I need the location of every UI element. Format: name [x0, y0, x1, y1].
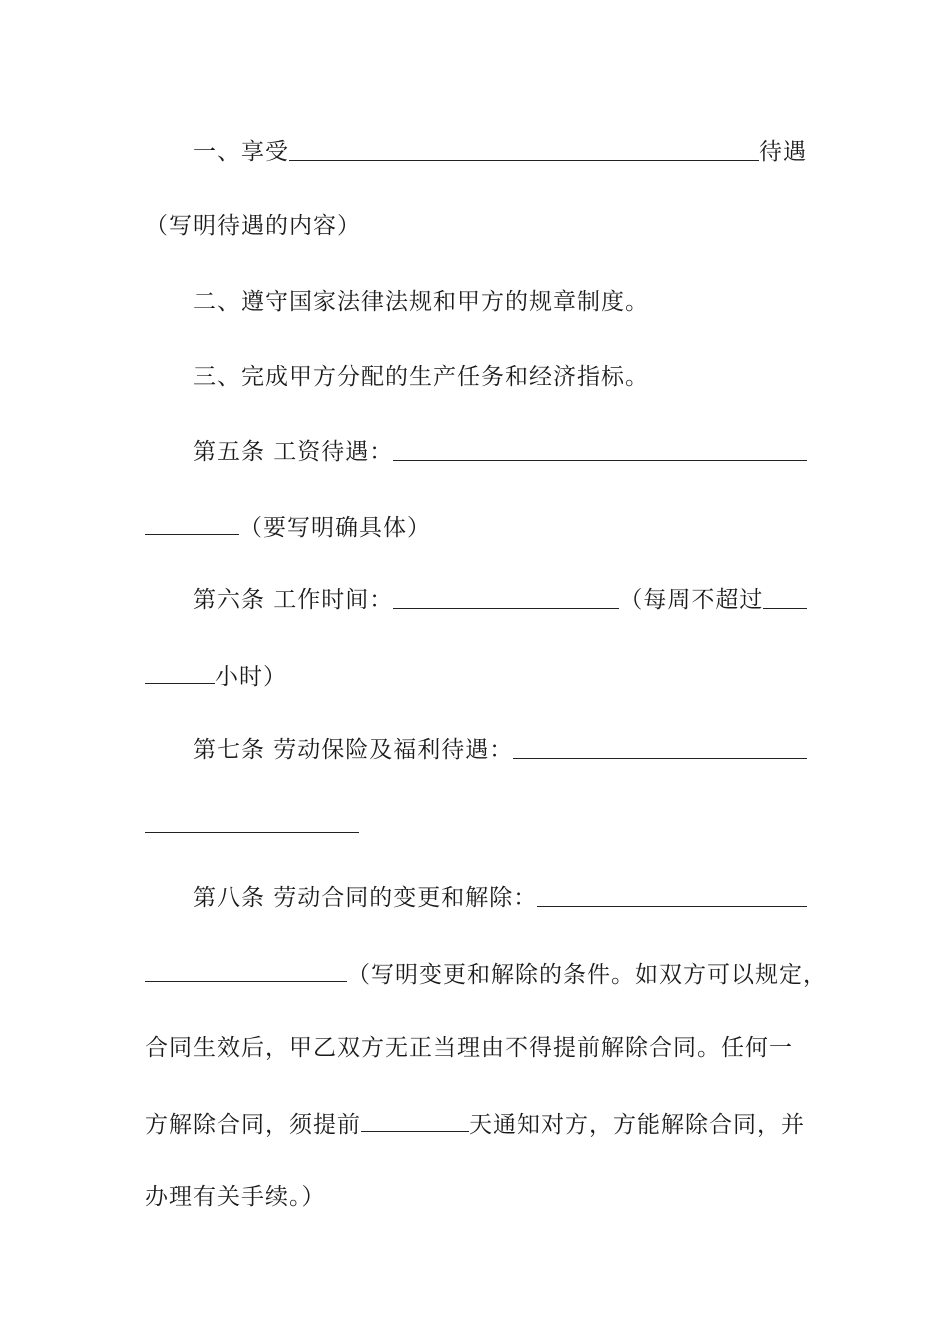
article5-blank[interactable]: [393, 432, 807, 461]
article6-note-line: [145, 655, 807, 695]
item3-text: 三、完成甲方分配的生产任务和经济指标。: [193, 364, 649, 390]
article6-label: 第六条 工作时间：: [193, 587, 394, 613]
article6-hours-blank[interactable]: [393, 580, 619, 609]
item1-note: （写明待遇的内容）: [145, 213, 361, 239]
article8-note-1: （写明变更和解除的条件。如双方可以规定，: [347, 962, 827, 988]
item1-prefix: 一、享受: [193, 139, 289, 165]
article7-blank[interactable]: [513, 730, 807, 759]
item2-line: [145, 282, 807, 322]
article7-blank-line: [145, 804, 807, 844]
article8-blank[interactable]: [537, 878, 807, 907]
article7-blank-2[interactable]: [145, 804, 359, 833]
article8-note-line1: [145, 953, 827, 993]
article6-note-prefix: （每周不超过: [619, 587, 764, 613]
article5-label: 第五条 工资待遇：: [193, 439, 394, 465]
article7-label: 第七条 劳动保险及福利待遇：: [193, 737, 514, 763]
item2-text: 二、遵守国家法律法规和甲方的规章制度。: [193, 289, 649, 315]
article8-note-line4: [145, 1177, 807, 1217]
item1-note-line: [145, 206, 807, 246]
article5-note-line: [145, 506, 807, 546]
article8-label: 第八条 劳动合同的变更和解除：: [193, 885, 538, 911]
article5-blank-2[interactable]: [145, 506, 239, 535]
article6-note-suffix: 小时）: [215, 664, 287, 690]
article8-note-2: 合同生效后，甲乙双方无正当理由不得提前解除合同。任何一: [145, 1035, 793, 1061]
article7-line: [145, 730, 807, 770]
article6-max-hours-blank[interactable]: [763, 580, 807, 609]
article8-note-3-suffix: 天通知对方，方能解除合同，并: [469, 1112, 805, 1138]
article8-note-line3: [145, 1103, 807, 1143]
article8-note-3-prefix: 方解除合同，须提前: [145, 1112, 361, 1138]
item3-line: [145, 357, 807, 397]
article8-note-line2: [145, 1028, 807, 1068]
article6-max-hours-blank-2[interactable]: [145, 655, 215, 684]
article6-line: [145, 580, 807, 620]
article8-blank-2[interactable]: [145, 953, 347, 982]
article8-line: [145, 878, 807, 918]
item1-suffix: 待遇: [759, 139, 807, 165]
item1-blank[interactable]: [289, 132, 759, 161]
item1-line: [145, 132, 807, 172]
article8-note-4: 办理有关手续。）: [145, 1184, 326, 1210]
article8-notice-days-blank[interactable]: [361, 1103, 469, 1132]
article5-note: （要写明确具体）: [239, 515, 431, 541]
article5-line: [145, 432, 807, 472]
